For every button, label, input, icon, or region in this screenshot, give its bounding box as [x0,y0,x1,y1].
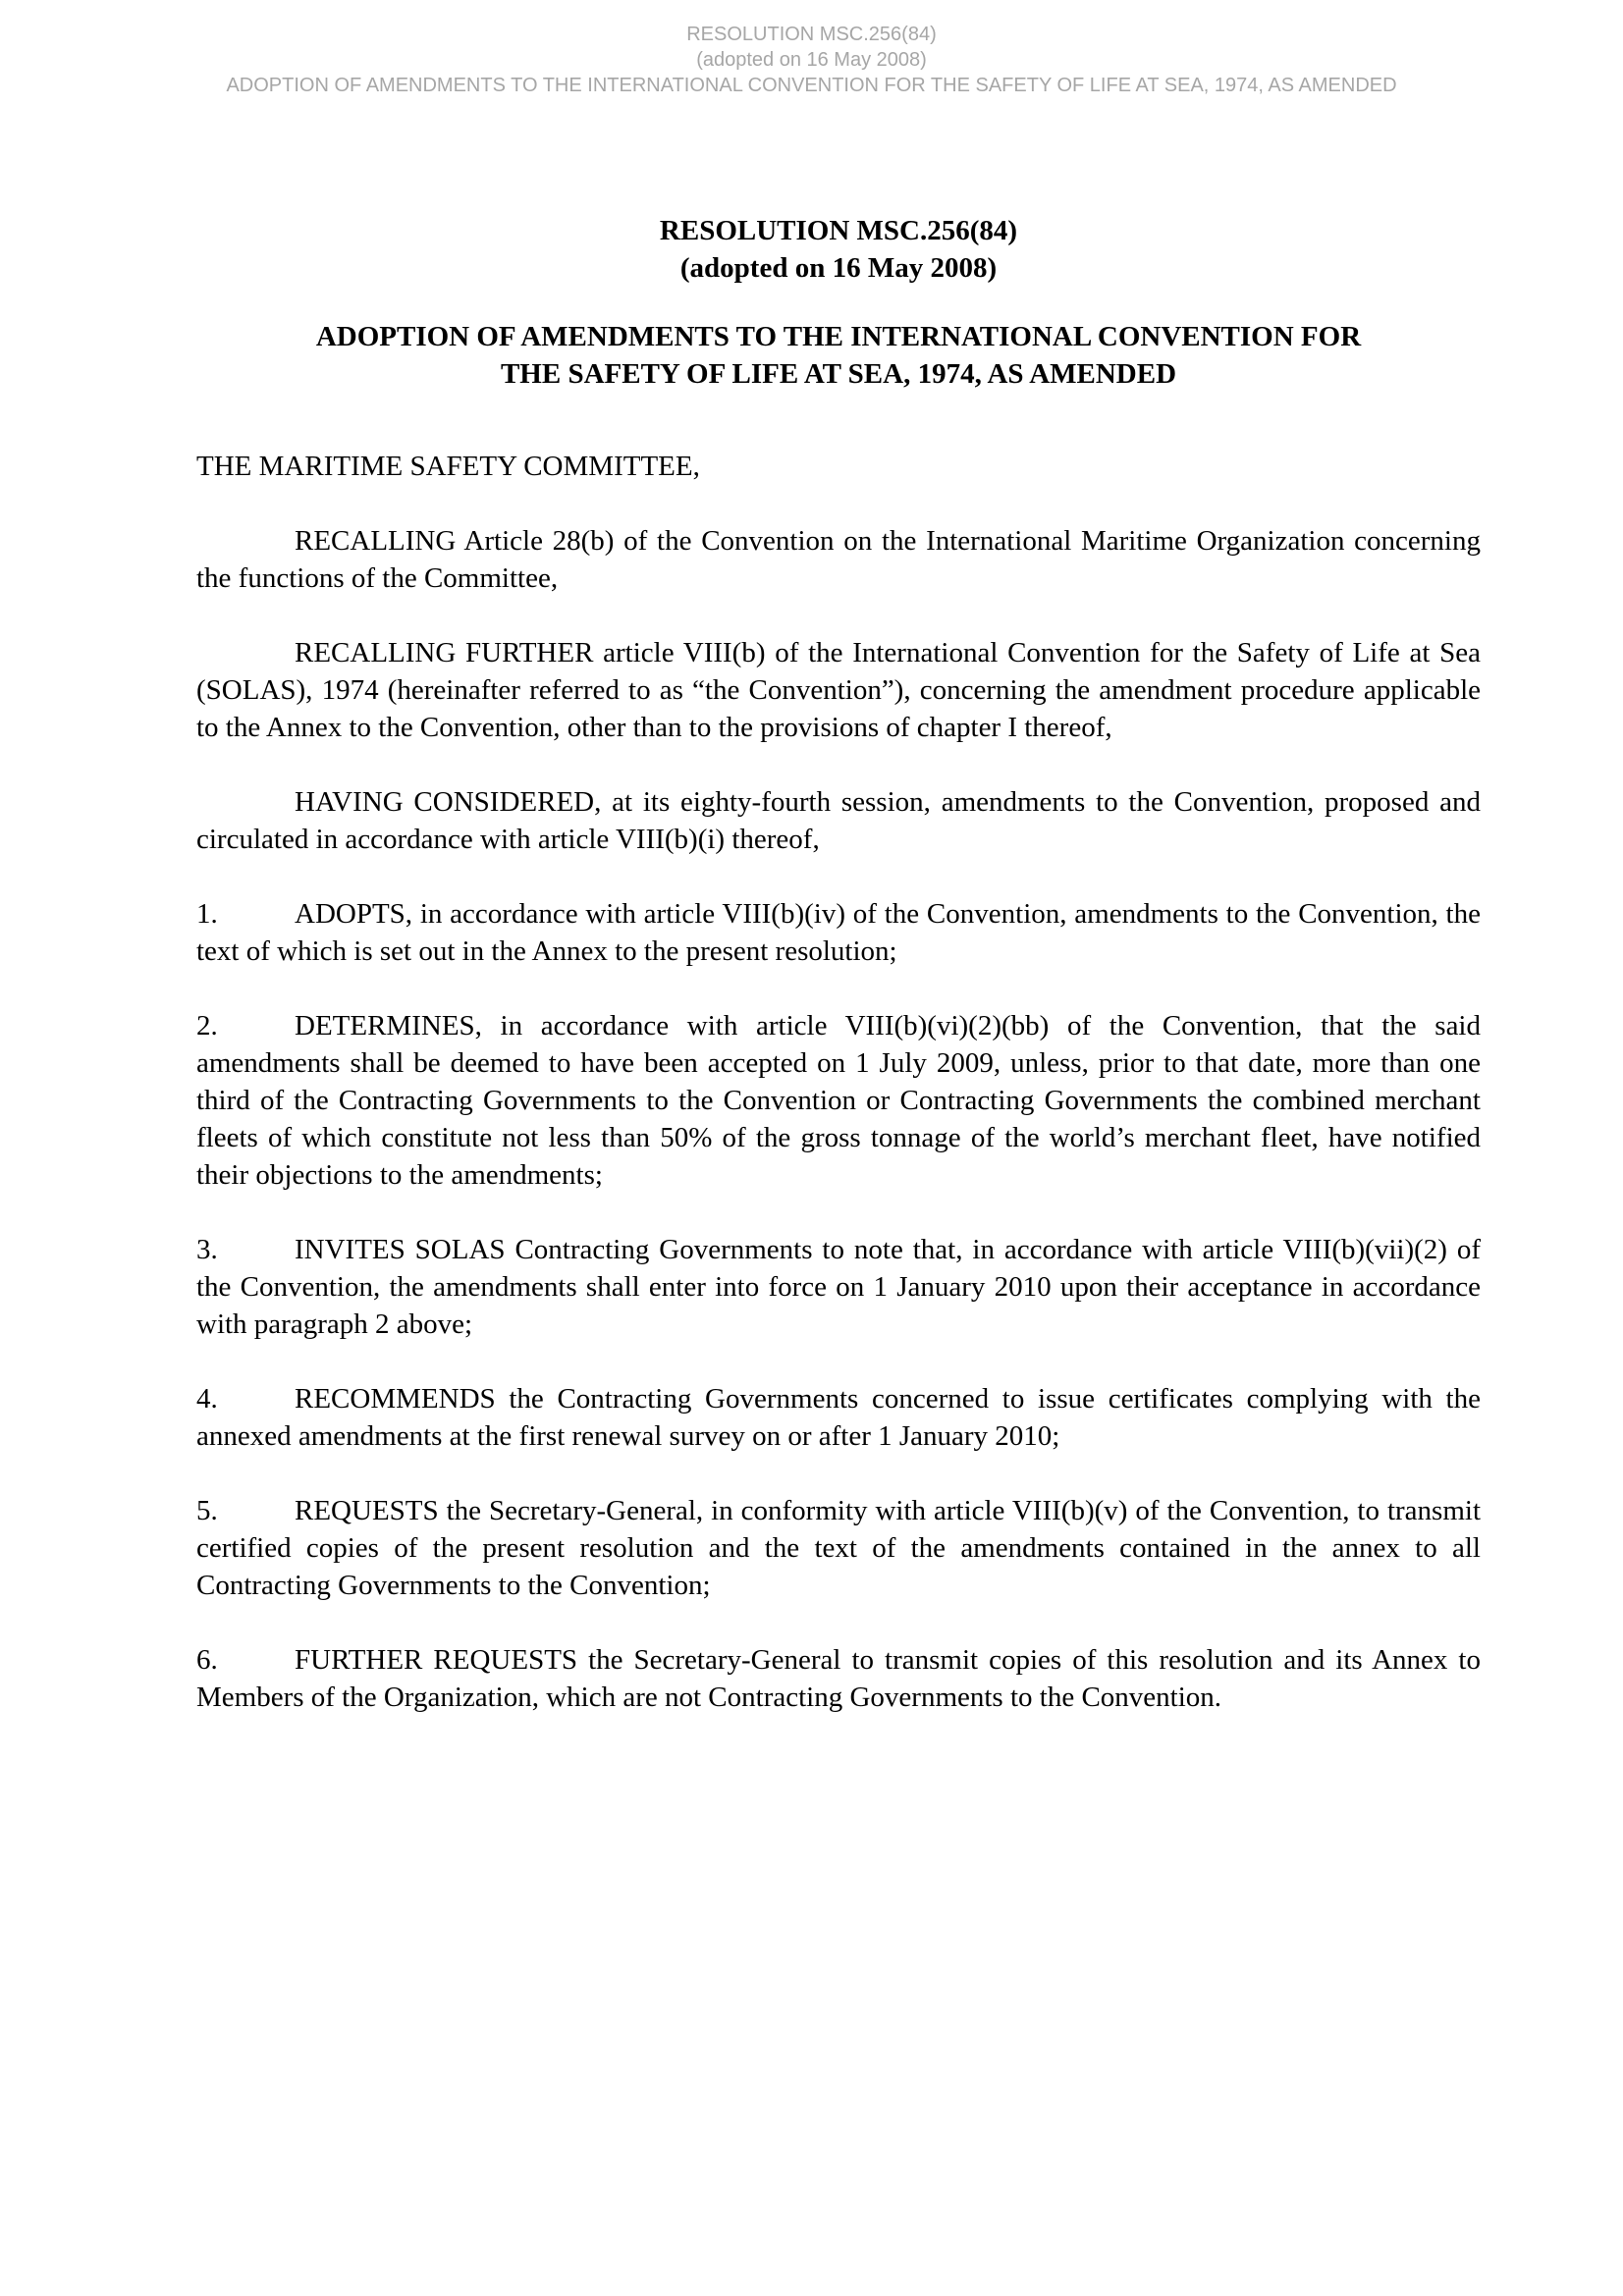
paragraph-number: 2. [196,1010,218,1041]
preamble-paragraph: RECALLING FURTHER article VIII(b) of the International Convention for the Safety of Life at Sea (SOLAS), 1974 (hereinafter referred to as “the Convention”), concerning the amendment procedure applicable to the Annex to the Convention, other than to the provisions of chapter I thereof, [196,637,1481,743]
resolution-subject [196,318,1481,393]
paragraph-text: ADOPTS, in accordance with article VIII(b)(iv) of the Convention, amendments to the Convention, the text of which is set out in the Annex to the present resolution; [196,898,1481,967]
operative-paragraph [196,895,1481,970]
subject-line-2: THE SAFETY OF LIFE AT SEA, 1974, AS AMENDED [500,358,1177,390]
document-body [196,212,1481,1716]
resolution-number: RESOLUTION MSC.256(84) [659,215,1018,246]
preamble-paragraph: HAVING CONSIDERED, at its eighty-fourth session, amendments to the Convention, proposed and circulated in accordance with article VIII(b)(i) thereof, [196,786,1481,855]
operative-paragraph [196,1007,1481,1194]
paragraph-number: 4. [196,1383,218,1415]
operative-paragraph [196,1380,1481,1455]
paragraph-number: 1. [196,898,218,930]
paragraph-text: REQUESTS the Secretary-General, in conformity with article VIII(b)(v) of the Convention, to transmit certified copies of the present resolution and the text of the amendments contained in the annex to all Contracting Governments to the Convention; [196,1495,1481,1601]
subject-line-1: ADOPTION OF AMENDMENTS TO THE INTERNATIONAL CONVENTION FOR [315,321,1362,352]
operative-paragraph [196,1492,1481,1604]
paragraph-text: INVITES SOLAS Contracting Governments to note that, in accordance with article VIII(b)(vii)(2) of the Convention, the amendments shall enter into force on 1 January 2010 upon their acceptance in accordance with paragraph 2 above; [196,1234,1481,1340]
paragraph-text: FURTHER REQUESTS the Secretary-General to transmit copies of this resolution and its Annex to Members of the Organization, which are not Contracting Governments to the Convention. [196,1644,1481,1713]
running-header-line-3: ADOPTION OF AMENDMENTS TO THE INTERNATIONAL CONVENTION FOR THE SAFETY OF LIFE AT SEA, 1974, AS AMENDED [226,75,1397,96]
paragraph-number: 3. [196,1234,218,1265]
adoption-date: (adopted on 16 May 2008) [679,252,998,284]
running-header [0,22,1623,98]
paragraph-text: DETERMINES, in accordance with article VIII(b)(vi)(2)(bb) of the Convention, that the said amendments shall be deemed to have been accepted on 1 July 2009, unless, prior to that date, more than one third of the Contracting Governments to the Convention or Contracting Governments the combined merchant fleets of which constitute not less than 50% of the gross tonnage of the world’s merchant fleet, have notified their objections to the amendments; [196,1010,1481,1191]
preamble-paragraph: RECALLING Article 28(b) of the Convention on the International Maritime Organization concerning the functions of the Committee, [196,525,1481,594]
resolution-title [196,212,1481,287]
paragraph-number: 5. [196,1495,218,1526]
running-header-line-2: (adopted on 16 May 2008) [696,49,927,71]
running-header-line-1: RESOLUTION MSC.256(84) [686,24,937,45]
operative-paragraph [196,1641,1481,1716]
paragraph-number: 6. [196,1644,218,1676]
paragraph-text: RECOMMENDS the Contracting Governments concerned to issue certificates complying with the annexed amendments at the first renewal survey on or after 1 January 2010; [196,1383,1481,1452]
operative-paragraph [196,1231,1481,1343]
committee-heading: THE MARITIME SAFETY COMMITTEE, [196,451,700,482]
